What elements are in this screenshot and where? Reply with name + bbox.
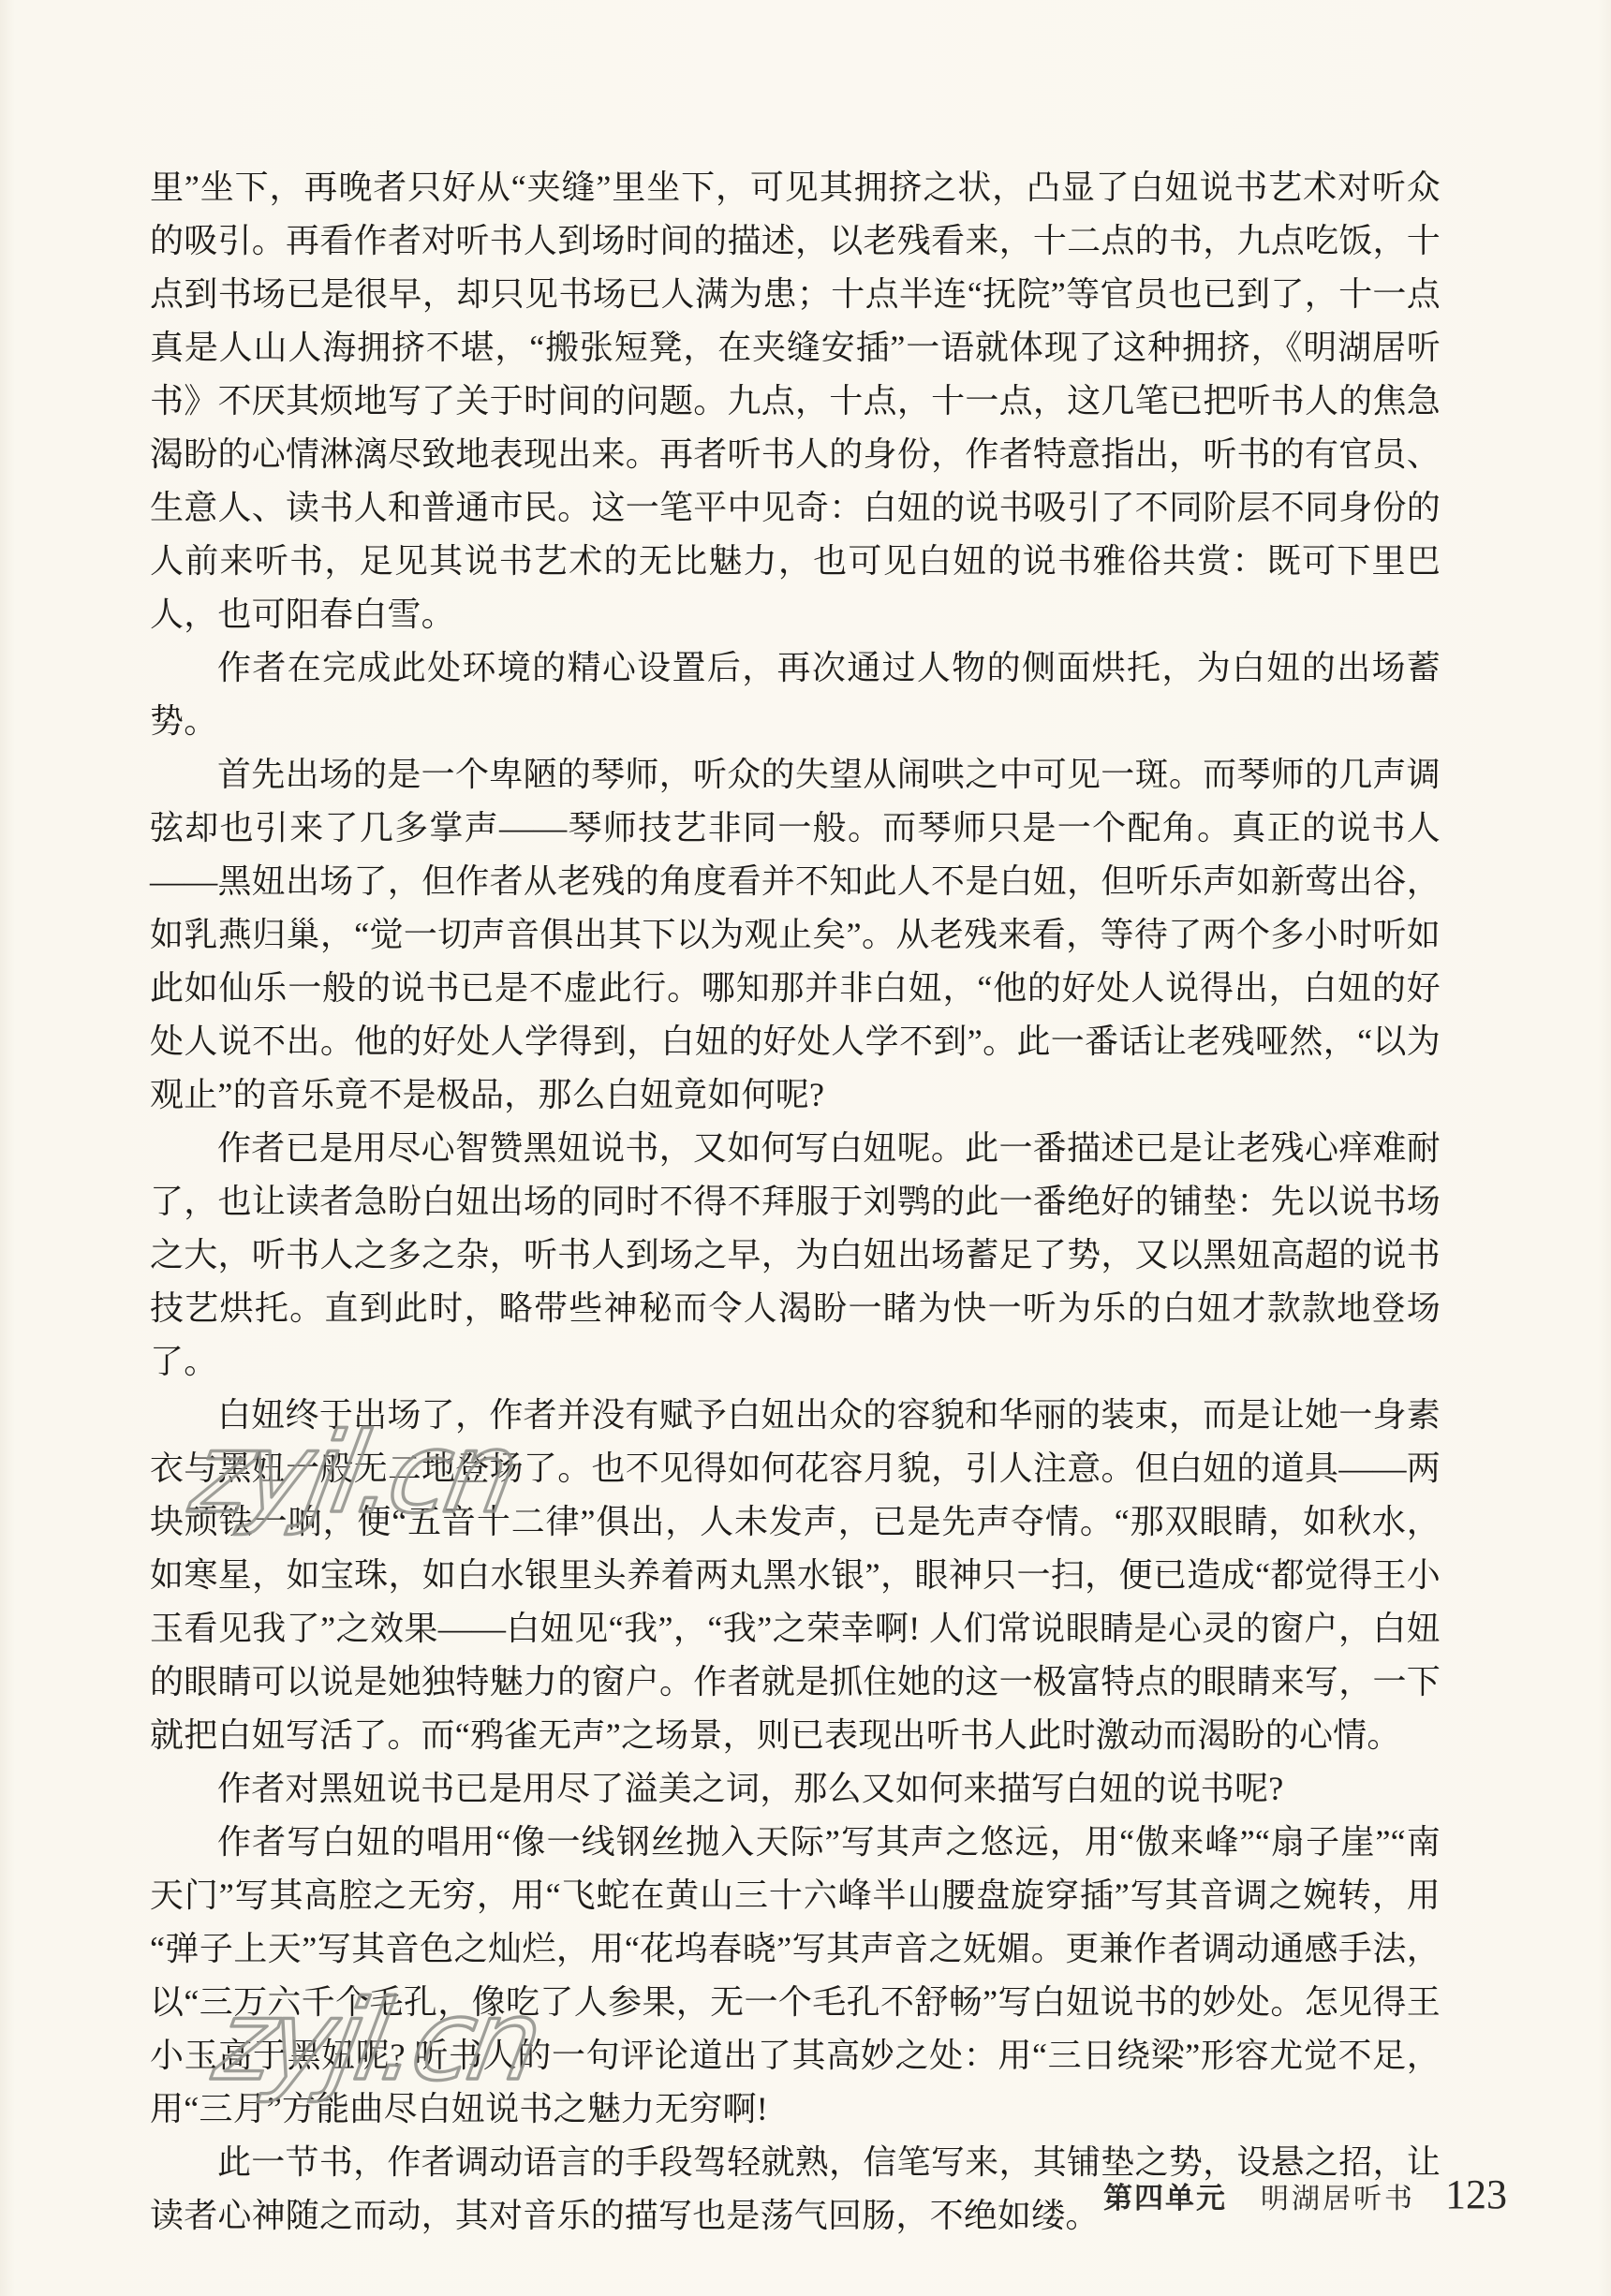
paragraph: 作者对黑妞说书已是用尽了溢美之词，那么又如何来描写白妞的说书呢?	[217, 1770, 1284, 1807]
paragraph: 作者写白妞的唱用“像一线钢丝抛入天际”写其声之悠远，用“傲来峰”“扇子崖”“南天门”写其高腔之无穷，用“飞蛇在黄山三十六峰半山腰盘旋穿插”写其音调之婉转，用“弹子上天”写其音色之灿烂，用“花坞春晓”写其声音之妩媚。更兼作者调动通感手法，以“三万六千个毛孔，像吃了人参果，无一个毛孔不舒畅”写白妞说书的妙处。怎见得王小玉高于黑妞呢? 听书人的一句评论道出了其高妙之处：用“三日绕梁”形容尤觉不足，用“三月”方能曲尽白妞说书之魅力无穷啊!	[150, 1823, 1441, 2127]
paragraph: 里”坐下，再晚者只好从“夹缝”里坐下，可见其拥挤之状，凸显了白妞说书艺术对听众的吸引。再看作者对听书人到场时间的描述，以老残看来，十二点的书，九点吃饭，十点到书场已是很早，却只见书场已人满为患；十点半连“抚院”等官员也已到了，十一点真是人山人海拥挤不堪，“搬张短凳，在夹缝安插”一语就体现了这种拥挤，《明湖居听书》不厌其烦地写了关于时间的问题。九点，十点，十一点，这几笔已把听书人的焦急渴盼的心情淋漓尽致地表现出来。再者听书人的身份，作者特意指出，听书的有官员、生意人、读书人和普通市民。这一笔平中见奇：白妞的说书吸引了不同阶层不同身份的人前来听书，足见其说书艺术的无比魅力，也可见白妞的说书雅俗共赏：既可下里巴人，也可阳春白雪。	[150, 169, 1441, 633]
page-number: 123	[1445, 2171, 1507, 2217]
paragraph: 此一节书，作者调动语言的手段驾轻就熟，信笔写来，其铺垫之势，设悬之招，让读者心神随之而动，其对音乐的描写也是荡气回肠，不绝如缕。	[150, 2143, 1441, 2234]
paragraph: 白妞终于出场了，作者并没有赋予白妞出众的容貌和华丽的装束，而是让她一身素衣与黑妞一般无二地登场了。也不见得如何花容月貌，引人注意。但白妞的道具——两块顽铁一响，便“五音十二律”俱出，人未发声，已是先声夺情。“那双眼睛，如秋水，如寒星，如宝珠，如白水银里头养着两丸黑水银”，眼神只一扫，便已造成“都觉得王小玉看见我了”之效果——白妞见“我”，“我”之荣幸啊! 人们常说眼睛是心灵的窗户，白妞的眼睛可以说是她独特魅力的窗户。作者就是抓住她的这一极富特点的眼睛来写，一下就把白妞写活了。而“鸦雀无声”之场景，则已表现出听书人此时激动而渴盼的心情。	[150, 1396, 1441, 1754]
page-footer	[1103, 2171, 1507, 2218]
svg-text:zyjl.cn: zyjl.cn	[183, 1409, 524, 1538]
paragraph: 作者已是用尽心智赞黑妞说书，又如何写白妞呢。此一番描述已是让老残心痒难耐了，也让读者急盼白妞出场的同时不得不拜服于刘鹗的此一番绝好的铺垫：先以说书场之大，听书人之多之杂，听书人到场之早，为白妞出场蓄足了势，又以黑妞高超的说书技艺烘托。直到此时，略带些神秘而令人渴盼一睹为快一听为乐的白妞才款款地登场了。	[150, 1129, 1441, 1380]
paragraph: 作者在完成此处环境的精心设置后，再次通过人物的侧面烘托，为白妞的出场蓄势。	[150, 649, 1441, 740]
unit-label: 第四单元	[1103, 2182, 1227, 2215]
chapter-title: 明湖居听书	[1261, 2184, 1415, 2215]
svg-text:zyjl.cn: zyjl.cn	[206, 1977, 547, 2106]
essay-body-text	[150, 161, 1441, 2243]
paragraph: 首先出场的是一个卑陋的琴师，听众的失望从闹哄之中可见一斑。而琴师的几声调弦却也引来了几多掌声——琴师技艺非同一般。而琴师只是一个配角。真正的说书人——黑妞出场了，但作者从老残的角度看并不知此人不是白妞，但听乐声如新莺出谷，如乳燕归巢，“觉一切声音俱出其下以为观止矣”。从老残来看，等待了两个多小时听如此如仙乐一般的说书已是不虚此行。哪知那并非白妞，“他的好处人说得出，白妞的好处人说不出。他的好处人学得到，白妞的好处人学不到”。此一番话让老残哑然，“以为观止”的音乐竟不是极品，那么白妞竟如何呢?	[150, 756, 1441, 1113]
